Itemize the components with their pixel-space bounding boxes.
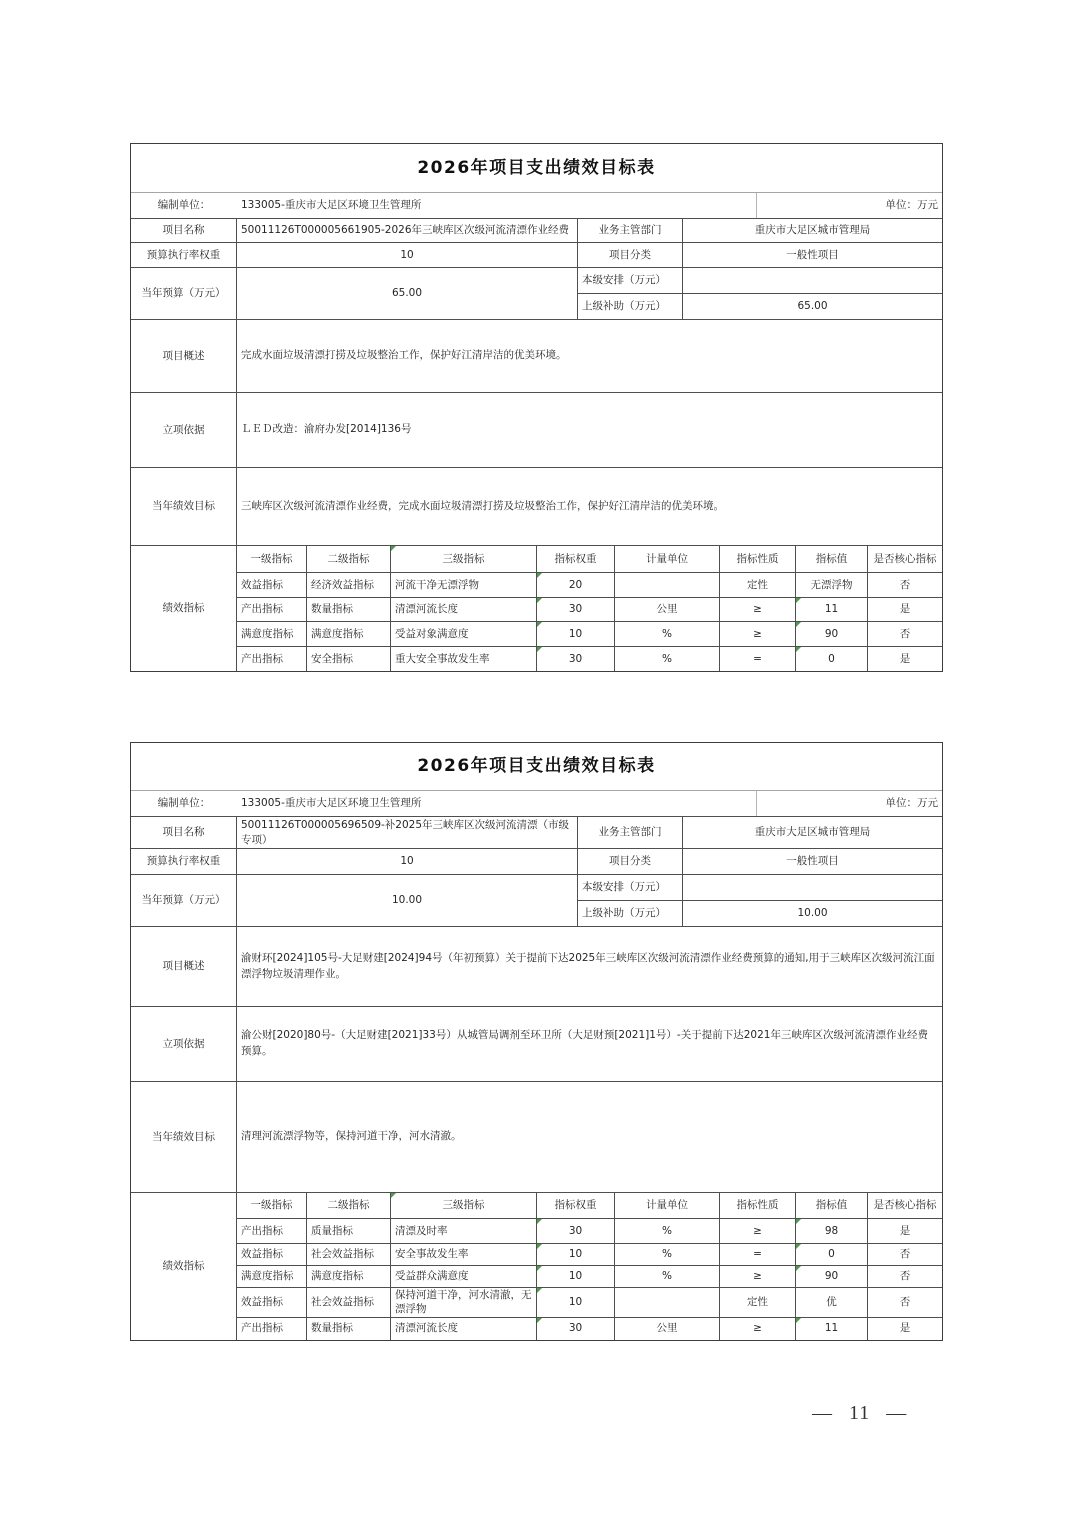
cell-core: 是 [899,1322,911,1335]
cell-value: 无漂浮物 [796,573,868,597]
prepared-by-label: 编制单位： [157,199,211,212]
cell-nature: 定性 [720,573,796,597]
dept-label: 业务主管部门 [578,817,683,848]
cell-weight: 10 [537,1244,615,1265]
cell-nature: ≥ [720,1219,796,1243]
project-name-label: 项目名称 [131,219,237,242]
header-core: 是否核心指标 [873,552,937,565]
cell-value: 0 [796,647,868,672]
budget-row [131,268,942,320]
local-arrangement-row [578,268,942,294]
cell-level1: 效益指标 [237,573,307,597]
cell-weight: 20 [537,573,615,597]
prepared-by-value: 133005-重庆市大足区环境卫生管理所 [241,199,422,212]
project-name-label: 项目名称 [131,817,237,848]
category-label: 项目分类 [578,849,683,874]
header-level1: 一级指标 [237,546,307,572]
cell-unit [615,1288,720,1317]
indicator-row [237,1219,942,1244]
cell-level1: 产出指标 [237,647,307,672]
header-nature: 指标性质 [720,546,796,572]
cell-core: 否 [899,578,911,591]
upper-subsidy-value: 65.00 [797,300,828,313]
indicator-section [131,546,942,671]
goal-row [131,1082,942,1193]
cell-weight: 30 [537,1318,615,1340]
performance-target-table-1 [130,143,943,672]
cell-core: 是 [899,1224,911,1237]
prepared-by-label: 编制单位： [157,797,211,810]
project-name-value: 50011126T000005661905-2026年三峡库区次级河流清漂作业经费 [237,219,578,242]
goal-row [131,468,942,546]
cell-unit: 公里 [615,1318,720,1340]
header-level2: 二级指标 [307,1193,391,1218]
header-level3: 三级指标 [391,1193,537,1218]
cell-level3: 保持河道干净，河水清澈，无漂浮物 [391,1288,537,1317]
local-arrangement-row [578,875,942,901]
cell-nature: = [720,647,796,672]
header-nature: 指标性质 [720,1193,796,1218]
cell-level2: 质量指标 [307,1219,391,1243]
indicator-row [237,598,942,623]
indicator-row [237,1288,942,1318]
cell-weight: 30 [537,1219,615,1243]
project-name-row [131,817,942,849]
cell-level2: 经济效益指标 [307,573,391,597]
cell-weight: 30 [537,647,615,672]
cell-core: 是 [899,652,911,665]
indicator-section [131,1193,942,1340]
overview-value: 渝财环[2024]105号-大足财建[2024]94号（年初预算）关于提前下达2025年三峡库区次级河流清漂作业经费预算的通知,用于三峡库区次级河流江面漂浮物垃圾清理作业。 [241,951,935,980]
header-level1: 一级指标 [237,1193,307,1218]
cell-nature: ≥ [720,622,796,646]
cell-unit: % [615,1266,720,1287]
cell-nature: ≥ [720,1318,796,1340]
cell-value: 90 [796,1266,868,1287]
header-level3: 三级指标 [391,546,537,572]
cell-value: 90 [796,622,868,646]
prepared-by-row [131,193,942,219]
exec-weight-row [131,849,942,875]
dept-value: 重庆市大足区城市管理局 [754,826,871,839]
indicator-row [237,1318,942,1340]
cell-unit: % [615,647,720,672]
cell-level2: 满意度指标 [307,622,391,646]
dept-value: 重庆市大足区城市管理局 [754,224,871,237]
overview-label: 项目概述 [131,320,237,392]
exec-weight-value: 10 [237,243,578,267]
cell-level3: 重大安全事故发生率 [391,647,537,672]
goal-value: 清理河流漂浮物等，保持河道干净，河水清澈。 [241,1130,462,1143]
cell-value: 11 [796,1318,868,1340]
cell-level3: 清漂河流长度 [391,1318,537,1340]
cell-level3: 河流干净无漂浮物 [391,573,537,597]
upper-subsidy-label: 上级补助（万元） [578,901,683,926]
indicator-header-row [237,546,942,573]
indicator-row [237,622,942,647]
budget-label: 当年预算（万元） [131,268,237,319]
cell-weight: 30 [537,598,615,622]
budget-value: 65.00 [237,268,578,319]
cell-level3: 受益群众满意度 [391,1266,537,1287]
cell-level1: 产出指标 [237,1219,307,1243]
cell-weight: 10 [537,1288,615,1317]
category-value: 一般性项目 [786,248,839,261]
header-unit: 计量单位 [615,546,720,572]
budget-row [131,875,942,927]
basis-row [131,1007,942,1082]
cell-nature: ≥ [720,598,796,622]
overview-row [131,320,942,393]
goal-value: 三峡库区次级河流清漂作业经费，完成水面垃圾清漂打捞及垃圾整治工作，保护好江清岸洁的优美环境。 [241,499,724,512]
indicator-header-row [237,1193,942,1219]
indicator-grid [237,1193,942,1340]
cell-unit: % [615,1219,720,1243]
cell-nature: 定性 [720,1288,796,1317]
local-arrangement-value [683,875,942,900]
cell-level2: 安全指标 [307,647,391,672]
cell-unit [615,573,720,597]
cell-level1: 效益指标 [237,1244,307,1265]
indicator-section-label: 绩效指标 [131,1193,237,1340]
cell-level1: 满意度指标 [237,622,307,646]
upper-subsidy-label: 上级补助（万元） [578,294,683,319]
cell-core: 否 [899,1269,911,1282]
table-title: 2026年项目支出绩效目标表 [131,743,942,791]
header-value: 指标值 [796,546,868,572]
cell-nature: = [720,1244,796,1265]
cell-core: 否 [899,627,911,640]
basis-value: 渝公财[2020]80号-（大足财建[2021]33号）从城管局调剂至环卫所（大足财预[2021]1号）-关于提前下达2021年三峡库区次级河流清漂作业经费预算。 [241,1029,928,1057]
indicator-row [237,1244,942,1266]
cell-core: 否 [899,1247,911,1260]
cell-value: 0 [796,1244,868,1265]
budget-label: 当年预算（万元） [131,875,237,926]
upper-subsidy-row [578,901,942,926]
local-arrangement-label: 本级安排（万元） [578,268,683,293]
cell-level1: 产出指标 [237,1318,307,1340]
budget-value: 10.00 [237,875,578,926]
basis-value: ＬＥＤ改造：渝府办发[2014]136号 [241,423,412,436]
cell-value: 98 [796,1219,868,1243]
cell-level3: 清漂及时率 [391,1219,537,1243]
header-value: 指标值 [796,1193,868,1218]
project-name-row [131,219,942,243]
unit-note: 单位：万元 [756,193,942,218]
exec-weight-value: 10 [237,849,578,874]
cell-core: 是 [899,603,911,616]
cell-level2: 数量指标 [307,598,391,622]
cell-level2: 社会效益指标 [307,1244,391,1265]
category-label: 项目分类 [578,243,683,267]
cell-value: 11 [796,598,868,622]
indicator-row [237,573,942,598]
indicator-grid [237,546,942,671]
basis-label: 立项依据 [131,393,237,467]
unit-note: 单位：万元 [756,791,942,816]
cell-weight: 10 [537,622,615,646]
local-arrangement-value [683,268,942,293]
local-arrangement-label: 本级安排（万元） [578,875,683,900]
cell-level3: 受益对象满意度 [391,622,537,646]
cell-level2: 满意度指标 [307,1266,391,1287]
header-level2: 二级指标 [307,546,391,572]
overview-value: 完成水面垃圾清漂打捞及垃圾整治工作，保护好江清岸洁的优美环境。 [241,349,567,362]
cell-value: 优 [796,1288,868,1317]
cell-unit: % [615,1244,720,1265]
basis-row [131,393,942,468]
cell-unit: 公里 [615,598,720,622]
cell-core: 否 [899,1295,911,1308]
cell-level1: 产出指标 [237,598,307,622]
prepared-by-row [131,791,942,817]
project-name-value: 50011126T000005696509-补2025年三峡库区次级河流清漂（市级专项） [237,817,578,848]
cell-level2: 数量指标 [307,1318,391,1340]
budget-breakdown [578,875,942,926]
dept-label: 业务主管部门 [578,219,683,242]
cell-level2: 社会效益指标 [307,1288,391,1317]
header-weight: 指标权重 [537,1193,615,1218]
goal-label: 当年绩效目标 [131,1082,237,1192]
cell-nature: ≥ [720,1266,796,1287]
cell-weight: 10 [537,1266,615,1287]
indicator-row [237,1266,942,1288]
budget-breakdown [578,268,942,319]
page-number: — 11 — [812,1402,908,1424]
cell-level1: 效益指标 [237,1288,307,1317]
header-core: 是否核心指标 [873,1199,937,1212]
header-weight: 指标权重 [537,546,615,572]
cell-level3: 清漂河流长度 [391,598,537,622]
upper-subsidy-row [578,294,942,319]
cell-level1: 满意度指标 [237,1266,307,1287]
goal-label: 当年绩效目标 [131,468,237,545]
exec-weight-label: 预算执行率权重 [131,243,237,267]
basis-label: 立项依据 [131,1007,237,1081]
cell-level3: 安全事故发生率 [391,1244,537,1265]
category-value: 一般性项目 [786,855,839,868]
indicator-row [237,647,942,672]
exec-weight-row [131,243,942,268]
overview-label: 项目概述 [131,927,237,1006]
overview-row [131,927,942,1007]
performance-target-table-2 [130,742,943,1341]
upper-subsidy-value: 10.00 [797,907,828,920]
prepared-by-value: 133005-重庆市大足区环境卫生管理所 [241,797,422,810]
cell-unit: % [615,622,720,646]
exec-weight-label: 预算执行率权重 [131,849,237,874]
indicator-section-label: 绩效指标 [131,546,237,671]
table-title: 2026年项目支出绩效目标表 [131,144,942,193]
header-unit: 计量单位 [615,1193,720,1218]
